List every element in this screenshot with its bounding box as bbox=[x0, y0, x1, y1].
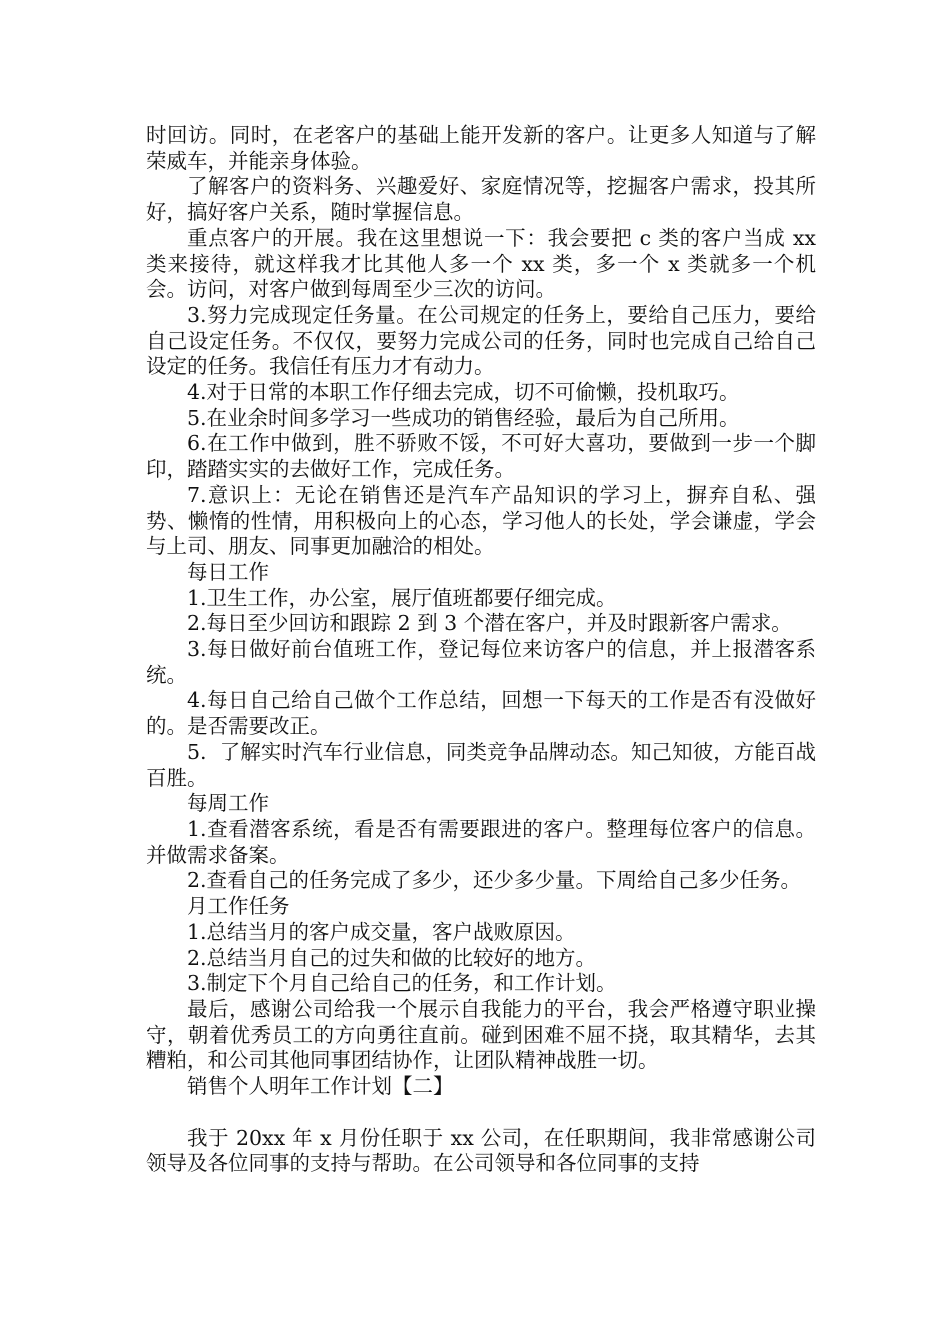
daily-item: 1.卫生工作，办公室，展厅值班都要仔细完成。 bbox=[187, 585, 617, 610]
daily-item: 5. 了解实时汽车行业信息，同类竞争品牌动态。知己知彼，方能百战百胜。 bbox=[146, 739, 816, 790]
weekly-item: 2.查看自己的任务完成了多少，还少多少量。下周给自己多少任务。 bbox=[187, 868, 802, 893]
document-body bbox=[146, 123, 816, 1177]
paragraph-key-customers: 重点客户的开展。我在这里想说一下：我会要把 c 类的客户当成 xx 类来接待，就这样我才比其他人多一个 xx 类，多一个 x 类就多一个机会。访问，对客户做到每周至少三次的访问。 bbox=[146, 225, 816, 302]
monthly-item: 1.总结当月的客户成交量，客户战败原因。 bbox=[187, 919, 576, 944]
monthly-heading: 月工作任务 bbox=[187, 894, 290, 919]
paragraph-attitude: 6.在工作中做到，胜不骄败不馁，不可好大喜功，要做到一步一个脚印，踏踏实实的去做好工作，完成任务。 bbox=[146, 431, 816, 482]
section-title: 销售个人明年工作计划【二】 bbox=[187, 1074, 454, 1099]
daily-item: 4.每日自己给自己做个工作总结，回想一下每天的工作是否有没做好的。是否需要改正。 bbox=[146, 688, 816, 739]
daily-item: 3.每日做好前台值班工作，登记每位来访客户的信息，并上报潜客系统。 bbox=[146, 637, 816, 687]
paragraph-learning: 5.在业余时间多学习一些成功的销售经验，最后为自己所用。 bbox=[187, 405, 740, 430]
monthly-item: 2.总结当月自己的过失和做的比较好的地方。 bbox=[187, 945, 597, 970]
daily-heading: 每日工作 bbox=[187, 559, 269, 584]
lead-fragment: 时回访。同时，在老客户的基础上能开发新的客户。让更多人知道与了解荣威车，并能亲身体验。 bbox=[146, 123, 816, 173]
section-intro: 我于 20xx 年 x 月份任职于 xx 公司，在任职期间，我非常感谢公司领导及各位同事的支持与帮助。在公司领导和各位同事的支持 bbox=[146, 1125, 816, 1176]
monthly-item: 3.制定下个月自己给自己的任务，和工作计划。 bbox=[187, 971, 617, 996]
paragraph-daily-duty: 4.对于日常的本职工作仔细去完成，切不可偷懒，投机取巧。 bbox=[187, 380, 740, 405]
weekly-heading: 每周工作 bbox=[187, 791, 269, 816]
paragraph-customer-info: 了解客户的资料务、兴趣爱好、家庭情况等，挖掘客户需求，投其所好，搞好客户关系，随时掌握信息。 bbox=[146, 174, 816, 225]
daily-item: 2.每日至少回访和跟踪 2 到 3 个潜在客户，并及时跟新客户需求。 bbox=[187, 611, 792, 636]
closing-paragraph: 最后，感谢公司给我一个展示自我能力的平台，我会严格遵守职业操守，朝着优秀员工的方向勇往直前。碰到困难不屈不挠，取其精华，去其糟粕，和公司其他同事团结协作，让团队精神战胜一切。 bbox=[146, 996, 816, 1073]
weekly-item: 1.查看潜客系统，看是否有需要跟进的客户。整理每位客户的信息。并做需求备案。 bbox=[146, 816, 816, 867]
paragraph-awareness: 7.意识上：无论在销售还是汽车产品知识的学习上，摒弃自私、强势、懒惰的性情，用积极向上的心态，学习他人的长处，学会谦虚，学会与上司、朋友、同事更加融洽的相处。 bbox=[146, 482, 816, 559]
paragraph-task-quota: 3.努力完成现定任务量。在公司规定的任务上，要给自己压力，要给自己设定任务。不仅仅，要努力完成公司的任务，同时也完成自己给自己设定的任务。我信任有压力才有动力。 bbox=[146, 302, 816, 379]
